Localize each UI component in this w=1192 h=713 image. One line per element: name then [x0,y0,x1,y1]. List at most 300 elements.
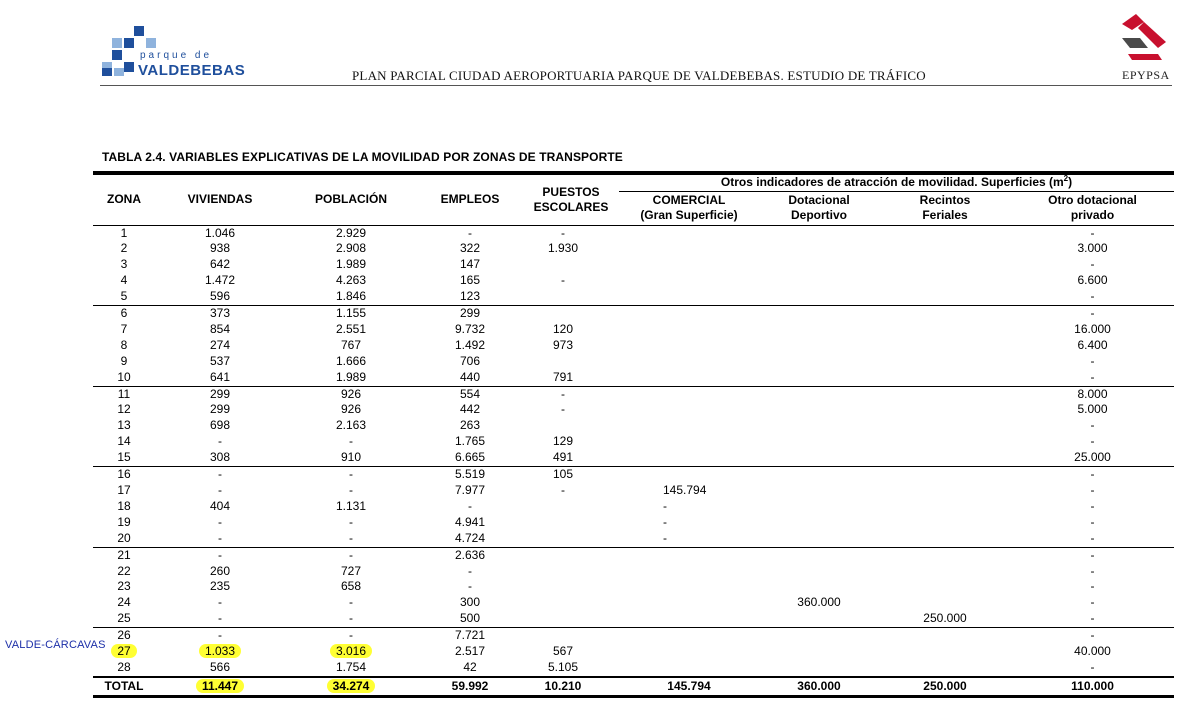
table-cell [879,306,1011,322]
table-cell [93,499,155,515]
cell-value: 1.930 [547,241,579,256]
table-cell [759,595,879,611]
table-cell [285,564,417,580]
table-cell [619,402,759,418]
cell-value: 2.636 [454,547,486,562]
cell-value: 1.472 [204,273,236,288]
table-row [93,515,1174,531]
col-header-otro [1011,191,1174,225]
cell-value: - [561,225,565,240]
cell-value: 6.600 [1077,273,1108,288]
table-cell [1011,644,1174,660]
cell-value: - [218,434,222,449]
table-cell [1011,628,1174,644]
table-cell [93,289,155,305]
table-cell [417,434,523,450]
table-cell [285,660,417,677]
table-cell [93,628,155,644]
table-cell [93,338,155,354]
cell-value: 9 [120,353,128,368]
cell-value: 642 [209,257,231,272]
table-cell [759,370,879,386]
cell-value: 973 [552,337,574,352]
table-cell [879,499,1011,515]
table-cell [93,644,155,660]
table-cell [417,595,523,611]
total-cell [93,677,155,697]
cell-value: 24 [117,595,131,610]
group-header-text: Otros indicadores de atracción de movilidad. Superficies (m [720,175,1064,190]
table-cell [93,515,155,531]
cell-value: 1.989 [335,369,367,384]
col-header-puestos [523,173,619,225]
table-cell [417,257,523,273]
cell-value: 1.155 [335,306,367,321]
comercial-line2: (Gran Superficie) [640,208,738,222]
table-cell [93,306,155,322]
cell-value: 404 [209,498,231,513]
cell-value: 20 [117,530,131,545]
cell-value: 554 [459,386,481,401]
cell-value: - [1090,563,1095,578]
table-cell [155,306,285,322]
table-row [93,354,1174,370]
table-cell [285,434,417,450]
table-cell [523,547,619,563]
table-cell [619,547,759,563]
total-cell [285,677,417,697]
table-cell [1011,564,1174,580]
table-cell [285,499,417,515]
cell-value: - [218,628,222,643]
table-cell [285,531,417,547]
cell-value: - [349,530,353,545]
table-cell [417,241,523,257]
cell-value: 120 [552,321,574,336]
table-cell [417,660,523,677]
table-cell [285,644,417,660]
table-cell [1011,611,1174,627]
table-row [93,257,1174,273]
table-cell [93,660,155,677]
table-cell [879,450,1011,466]
cell-value: - [1090,514,1095,529]
cell-value: 15 [117,450,131,465]
table-row [93,418,1174,434]
table-cell [155,370,285,386]
logo-wordmark: VALDEBEBAS [138,62,246,79]
table-cell [759,418,879,434]
cell-value: - [1090,595,1095,610]
cell-value: 27 [111,644,136,658]
epypsa-wordmark: EPYPSA [1122,68,1170,82]
table-cell [759,644,879,660]
cell-value: - [349,595,353,610]
table-cell [619,450,759,466]
valdebebas-logo [100,22,270,82]
mobility-table [93,171,1174,698]
table-cell [879,644,1011,660]
table-cell [523,370,619,386]
table-cell [879,418,1011,434]
cell-value: 1.846 [335,289,367,304]
table-cell [759,306,879,322]
cell-value: 2.163 [335,418,367,433]
table-cell [155,322,285,338]
cell-value: 567 [552,644,574,659]
cell-value: 28 [117,659,131,674]
table-cell [619,354,759,370]
cell-value: 440 [459,369,481,384]
cell-value: 16.000 [1074,321,1111,336]
cell-value: 5 [120,289,128,304]
table-cell [523,628,619,644]
table-cell [417,564,523,580]
table-row [93,273,1174,289]
table-cell [1011,547,1174,563]
table-cell [759,547,879,563]
table-cell [155,644,285,660]
table-cell [417,225,523,241]
cell-value: - [1090,434,1095,449]
table-cell [759,483,879,499]
cell-value: 2 [120,241,128,256]
cell-value: 19 [117,514,131,529]
table-cell [759,289,879,305]
cell-value: 40.000 [1074,644,1111,659]
table-body [93,225,1174,677]
cell-value: 10 [117,369,131,384]
cell-value: 18 [117,498,131,513]
table-row [93,644,1174,660]
table-cell [285,257,417,273]
table-cell [417,467,523,483]
cell-value: 910 [340,450,362,465]
table-cell [285,418,417,434]
table-cell [93,354,155,370]
cell-value: - [1090,467,1095,482]
cell-value: 260 [209,563,231,578]
table-cell [523,564,619,580]
table-row [93,450,1174,466]
group-header-sup: 2 [1063,174,1069,184]
cell-value: 537 [209,353,231,368]
table-cell [619,273,759,289]
epypsa-logo [1112,14,1176,84]
cell-value: 360.000 [797,595,841,610]
table-cell [417,354,523,370]
table-cell [1011,483,1174,499]
table-cell [879,273,1011,289]
table-cell [285,483,417,499]
cell-value: - [561,273,565,288]
cell-value: 2.517 [454,644,486,659]
table-cell [1011,370,1174,386]
cell-value: 105 [552,467,574,482]
table-cell [1011,322,1174,338]
cell-value: - [1090,225,1095,240]
table-cell [417,644,523,660]
table-cell [759,434,879,450]
table-cell [93,564,155,580]
table-cell [155,450,285,466]
cell-value: - [561,386,565,401]
cell-value: 4.724 [454,530,486,545]
table-row [93,338,1174,354]
table-cell [523,595,619,611]
table-cell [285,338,417,354]
cell-value: 263 [459,418,481,433]
cell-value: - [663,514,667,529]
cell-value: - [218,467,222,482]
table-cell [93,467,155,483]
total-value: 59.992 [451,678,489,693]
cell-value: - [218,547,222,562]
table-cell [285,225,417,241]
cell-value: 1 [120,225,128,240]
table-cell [417,611,523,627]
table-cell [93,547,155,563]
table-row [93,370,1174,386]
table-row [93,483,1174,499]
table-cell [417,386,523,402]
table-cell [879,628,1011,644]
cell-value: 22 [117,563,131,578]
otro-line1: Otro dotacional [1048,193,1137,207]
col-header-zona: ZONA [93,173,155,225]
table-cell [619,434,759,450]
cell-value: 299 [209,402,231,417]
cell-value: - [1090,530,1095,545]
cell-value: 16 [117,467,131,482]
table-cell [759,257,879,273]
table-cell [155,564,285,580]
cell-value: - [1090,353,1095,368]
side-label-valde-carcavas: VALDE-CÁRCAVAS [5,639,106,651]
cell-value: - [561,483,565,497]
table-cell [619,467,759,483]
cell-value: 706 [459,353,481,368]
cell-value: 500 [459,611,481,626]
table-cell [523,289,619,305]
table-cell [523,531,619,547]
table-cell [879,225,1011,241]
cell-value: 26 [117,628,131,643]
table-cell [1011,241,1174,257]
table-cell [93,257,155,273]
table-cell [1011,418,1174,434]
table-cell [155,338,285,354]
table-cell [285,515,417,531]
table-cell [93,434,155,450]
table-cell [759,322,879,338]
table-cell [523,644,619,660]
cell-value: 165 [459,273,481,288]
table-cell [155,289,285,305]
cell-value: - [663,498,667,513]
cell-value: 5.000 [1077,402,1108,417]
table-cell [93,241,155,257]
cell-value: - [218,483,222,497]
cell-value: 6.400 [1077,337,1108,352]
document-title: PLAN PARCIAL CIUDAD AEROPORTUARIA PARQUE DE VALDEBEBAS. ESTUDIO DE TRÁFICO [352,68,926,83]
cell-value: 491 [552,450,574,465]
table-cell [417,402,523,418]
table-row [93,225,1174,241]
cell-value: 2.551 [335,321,367,336]
table-cell [285,611,417,627]
table-cell [285,402,417,418]
table-cell [93,483,155,499]
cell-value: 300 [459,595,481,610]
total-value: 10.210 [544,678,582,693]
table-cell [879,547,1011,563]
table-cell [155,579,285,595]
table-cell [523,257,619,273]
table-cell [879,370,1011,386]
table-cell [1011,660,1174,677]
cell-value: - [349,611,353,626]
table-cell [879,338,1011,354]
table-cell [879,660,1011,677]
table-cell [619,579,759,595]
table-cell [93,386,155,402]
cell-value: 42 [463,659,477,674]
table-cell [155,467,285,483]
table-cell [93,595,155,611]
table-row [93,289,1174,305]
table-cell [523,306,619,322]
total-value: 34.274 [327,679,376,693]
cell-value: 938 [209,241,231,256]
cell-value: 17 [117,483,131,497]
table-cell [285,579,417,595]
table-cell [759,564,879,580]
table-cell [155,611,285,627]
table-cell [417,370,523,386]
table-cell [155,418,285,434]
table-cell [417,273,523,289]
table-cell [1011,595,1174,611]
table-cell [417,547,523,563]
table-cell [285,241,417,257]
total-value: 145.794 [667,678,711,693]
logo-subtitle: parque de [140,50,213,61]
table-cell [1011,289,1174,305]
cell-value: 308 [209,450,231,465]
cell-value: - [1090,498,1095,513]
cell-value: 4.941 [454,514,486,529]
epypsa-mark-icon [1118,14,1170,62]
table-cell [285,322,417,338]
table-cell [619,322,759,338]
table-cell [1011,515,1174,531]
cell-value: - [1090,257,1095,272]
table-cell [1011,257,1174,273]
table-cell [523,386,619,402]
cell-value: - [349,434,353,449]
cell-value: 9.732 [454,321,486,336]
table-row [93,564,1174,580]
table-row [93,402,1174,418]
table-cell [523,241,619,257]
col-header-recintos [879,191,1011,225]
table-cell [1011,531,1174,547]
total-cell [759,677,879,697]
table-cell [523,467,619,483]
cell-value: 250.000 [923,611,967,626]
table-cell [523,515,619,531]
table-cell [759,386,879,402]
table-cell [523,322,619,338]
puestos-line2: ESCOLARES [533,199,609,214]
table-cell [1011,402,1174,418]
table-cell [417,579,523,595]
table-cell [285,370,417,386]
table-cell [93,370,155,386]
cell-value: 322 [459,241,481,256]
table-cell [417,515,523,531]
cell-value: 8.000 [1077,386,1108,401]
table-cell [155,531,285,547]
table-cell [759,628,879,644]
table-cell [879,531,1011,547]
col-header-dotacional [759,191,879,225]
table-row [93,322,1174,338]
cell-value: 926 [340,386,362,401]
table-cell [879,434,1011,450]
cell-value: 7.721 [454,628,486,643]
table-cell [285,273,417,289]
table-cell [93,531,155,547]
table-cell [1011,499,1174,515]
col-header-comercial [619,191,759,225]
table-cell [759,660,879,677]
table-row [93,611,1174,627]
table-cell [1011,434,1174,450]
table-cell [619,386,759,402]
table-cell [759,467,879,483]
table-cell [285,306,417,322]
table-row [93,660,1174,677]
dotacional-line1: Dotacional [788,193,850,207]
table-cell [417,289,523,305]
table-cell [879,322,1011,338]
table-cell [523,225,619,241]
table-cell [879,467,1011,483]
table-cell [1011,273,1174,289]
table-cell [93,579,155,595]
cell-value: 566 [209,659,231,674]
table-cell [155,628,285,644]
col-header-poblacion: POBLACIÓN [285,173,417,225]
table-cell [879,241,1011,257]
cell-value: 1.131 [335,498,367,513]
cell-value: 145.794 [663,483,707,497]
cell-value: - [1090,369,1095,384]
cell-value: - [1090,483,1095,497]
table-cell [759,499,879,515]
cell-value: 1.754 [335,659,367,674]
cell-value: 11 [117,386,131,401]
cell-value: - [1090,306,1095,321]
cell-value: 25.000 [1074,450,1111,465]
cell-value: 1.989 [335,257,367,272]
cell-value: 235 [209,579,231,594]
table-cell [155,354,285,370]
table-cell [155,515,285,531]
table-row [93,386,1174,402]
